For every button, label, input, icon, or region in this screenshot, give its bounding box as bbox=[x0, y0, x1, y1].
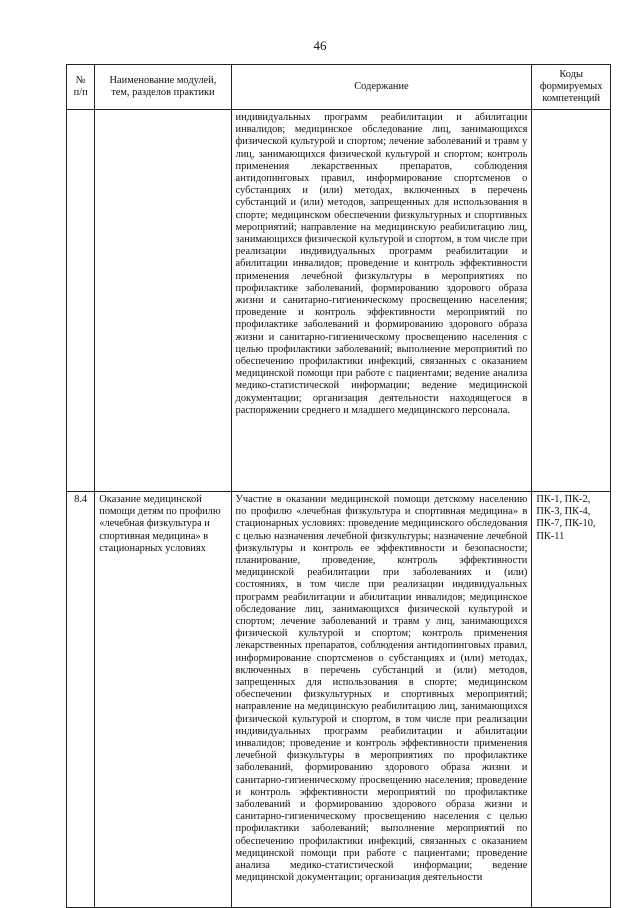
row-name: Оказание медицинской помощи детям по профилю «лечебная физкультура и спортивная медицина» в стационарных условиях bbox=[95, 492, 231, 908]
header-content: Содержание bbox=[231, 65, 532, 110]
table-row bbox=[67, 492, 611, 908]
row-content: Участие в оказании медицинской помощи детскому населению по профилю «лечебная физкультура и спортивная медицина» в стационарных условиях: проведение медицинского обследования с целью назначения лечебной физкультуры; назначение лечебной физкультуры и контроль ее эффективности и безопасности; планирование, проведение, контроль эффективности медицинской реабилитации при заболеваниях и (или) состояниях, в том числе при реализации индивидуальных программ реабилитации и абилитации инвалидов; медицинское обследование лиц, занимающихся физической культурой и спортом; лечение заболеваний и травм у лиц, занимающихся физической культурой и спортом; контроль применения лекарственных препаратов, соблюдения антидопинговых правил, информирование спортсменов о субстанциях и (или) методах, включенных в перечень субстанций и (или) методов, запрещенных для использования в спорте; медицинском обеспечении физкультурных и спортивных мероприятий; направление на медицинскую реабилитацию лиц, занимающихся физической культурой и спортом, в том числе при реализации индивидуальных программ реабилитации и абилитации инвалидов; проведение и контроль эффективности применения лечебной физкультуры в мероприятиях по профилактике заболеваний, формированию здорового образа жизни и санитарно-гигиеническому просвещению населения; проведение и контроль эффективности мероприятий по профилактике заболеваний и формированию здорового образа жизни и санитарно-гигиеническому просвещению населения с целью профилактики заболеваний; выполнение мероприятий по обеспечению профилактики инфекций, связанных с оказанием медицинской помощи при работе с пациентами; проведение анализа медико-статистической информации; ведение медицинской документации; организация деятельности bbox=[231, 492, 532, 908]
table-header-row bbox=[67, 65, 611, 110]
row-num: 8.4 bbox=[67, 492, 95, 908]
row-codes bbox=[532, 110, 611, 492]
page-number: 46 bbox=[313, 38, 327, 53]
table-row bbox=[67, 110, 611, 492]
header-codes: Коды формируемых компетенций bbox=[532, 65, 611, 110]
row-num bbox=[67, 110, 95, 492]
header-num: № п/п bbox=[67, 65, 95, 110]
curriculum-table bbox=[66, 64, 611, 908]
row-codes: ПК-1, ПК-2, ПК-3, ПК-4, ПК-7, ПК-10, ПК-11 bbox=[532, 492, 611, 908]
row-content: индивидуальных программ реабилитации и абилитации инвалидов; медицинское обследование лиц, занимающихся физической культурой и спортом; лечение заболеваний и травм у лиц, занимающихся физической культурой и спортом; контроль применения лекарственных препаратов, соблюдения антидопинговых правил, информирование спортсменов о субстанциях и (или) методах, включенных в перечень субстанций и (или) методов, запрещенных для использования в спорте; медицинском обеспечении физкультурных и спортивных мероприятий; направление на медицинскую реабилитацию лиц, занимающихся физической культурой и спортом, в том числе при реализации индивидуальных программ реабилитации и абилитации инвалидов; проведение и контроль эффективности применения лечебной физкультуры в мероприятиях по профилактике заболеваний, формированию здорового образа жизни и санитарно-гигиеническому просвещению населения; проведение и контроль эффективности мероприятий по профилактике заболеваний и формированию здорового образа жизни и санитарно-гигиеническому просвещению населения с целью профилактики заболеваний; выполнение мероприятий по обеспечению профилактики инфекций, связанных с оказанием медицинской помощи при работе с пациентами; ведение анализа медико-статистической информации; ведение медицинской документации; организация деятельности находящегося в распоряжении среднего и младшего медицинского персонала. bbox=[231, 110, 532, 492]
row-name bbox=[95, 110, 231, 492]
header-name: Наименование модулей, тем, разделов практики bbox=[95, 65, 231, 110]
